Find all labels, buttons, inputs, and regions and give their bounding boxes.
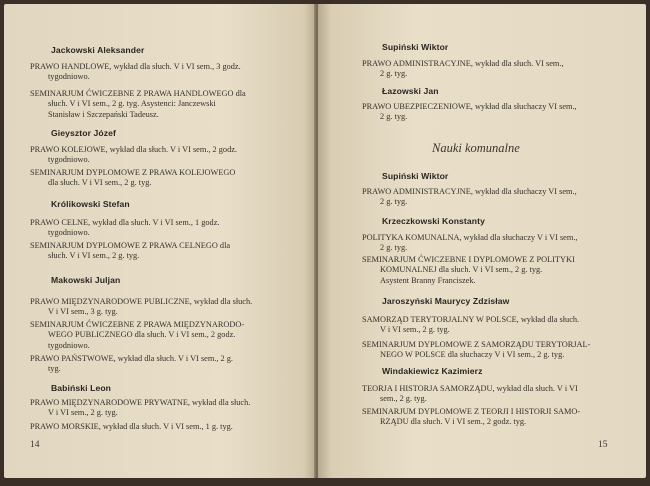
course-entry: PRAWO PAŃSTWOWE, wykład dla słuch. V i VI sem., 2 g. tyg. <box>30 354 233 374</box>
lecturer-name: Krzeczkowski Konstanty <box>382 216 485 226</box>
page-number: 14 <box>30 440 40 450</box>
lecturer-name: Królikowski Stefan <box>51 199 130 209</box>
course-entry: SEMINARJUM DYPLOMOWE Z TEORJI I HISTORJI SAMO- RZĄDU dla słuch. V i VI sem., 2 godz. tyg. <box>362 407 581 427</box>
course-entry: PRAWO HANDLOWE, wykład dla słuch. V i VI sem., 3 godz. tygodniowo. <box>30 62 241 82</box>
course-entry: PRAWO MORSKIE, wykład dla słuch. V i VI sem., 1 g. tyg. <box>30 422 233 431</box>
course-entry: PRAWO MIĘDZYNARODOWE PRYWATNE, wykład dla słuch. V i VI sem., 2 g. tyg. <box>30 398 251 418</box>
course-entry: PRAWO ADMINISTRACYJNE, wykład dla słuchaczy VI sem., 2 g. tyg. <box>362 187 577 207</box>
course-entry: TEORJA I HISTORJA SAMORZĄDU, wykład dla słuch. V i VI sem., 2 g. tyg. <box>362 384 578 404</box>
lecturer-name: Supiński Wiktor <box>382 42 449 52</box>
course-entry: SEMINARJUM DYPLOMOWE Z PRAWA KOLEJOWEGO dla słuch. V i VI sem., 2 g. tyg. <box>30 168 236 188</box>
lecturer-name: Jaroszyński Maurycy Zdzisław <box>382 296 510 306</box>
lecturer-name: Supiński Wiktor <box>382 171 449 181</box>
course-entry: SEMINARJUM DYPLOMOWE Z PRAWA CELNEGO dla słuch. V i VI sem., 2 g. tyg. <box>30 241 231 261</box>
course-entry: SEMINARJUM ĆWICZEBNE Z PRAWA MIĘDZYNARODO- WEGO PUBLICZNEGO dla słuch. V i VI sem., 2 godz. tygodniowo. <box>30 320 245 350</box>
lecturer-name: Babiński Leon <box>51 383 112 393</box>
section-title: Nauki komunalne <box>432 141 520 155</box>
course-entry: PRAWO ADMINISTRACYJNE, wykład dla słuch. VI sem., 2 g. tyg. <box>362 59 564 79</box>
lecturer-name: Gieysztor Józef <box>51 128 117 138</box>
course-entry: SAMORZĄD TERYTORJALNY W POLSCE, wykład dla słuch. V i VI sem., 2 g. tyg. <box>362 315 580 335</box>
course-entry: SEMINARJUM ĆWICZEBNE Z PRAWA HANDLOWEGO dla słuch. V i VI sem., 2 g. tyg. Asystenci: Janczewski Stanisław i Szczepański Tadeusz. <box>30 89 246 119</box>
course-entry: PRAWO CELNE, wykład dla słuch. V i VI sem., 1 godz. tygodniowo. <box>30 218 220 238</box>
course-entry: PRAWO UBEZPIECZENIOWE, wykład dla słuchaczy VI sem., 2 g. tyg. <box>362 102 577 122</box>
lecturer-name: Windakiewicz Kazimierz <box>382 366 483 376</box>
course-entry: PRAWO MIĘDZYNARODOWE PUBLICZNE, wykład dla słuch. V i VI sem., 3 g. tyg. <box>30 297 253 317</box>
course-entry: POLITYKA KOMUNALNA, wykład dla słuchaczy V i VI sem., 2 g. tyg. <box>362 233 578 253</box>
course-entry: PRAWO KOLEJOWE, wykład dla słuch. V i VI sem., 2 godz. tygodniowo. <box>30 145 237 165</box>
lecturer-name: Makowski Juljan <box>51 275 121 285</box>
lecturer-name: Jackowski Aleksander <box>51 45 145 55</box>
lecturer-name: Łazowski Jan <box>382 86 439 96</box>
page-number: 15 <box>598 440 608 450</box>
course-entry: SEMINARJUM DYPLOMOWE Z SAMORZĄDU TERYTORJAL- NEGO W POLSCE dla słuchaczy V i VI sem., 2 g. tyg. <box>362 340 591 360</box>
course-entry: SEMINARJUM ĆWICZEBNE I DYPLOMOWE Z POLITYKI KOMUNALNEJ dla słuch. V i VI sem., 2 g. tyg. Asystent Branny Franciszek. <box>362 255 575 285</box>
